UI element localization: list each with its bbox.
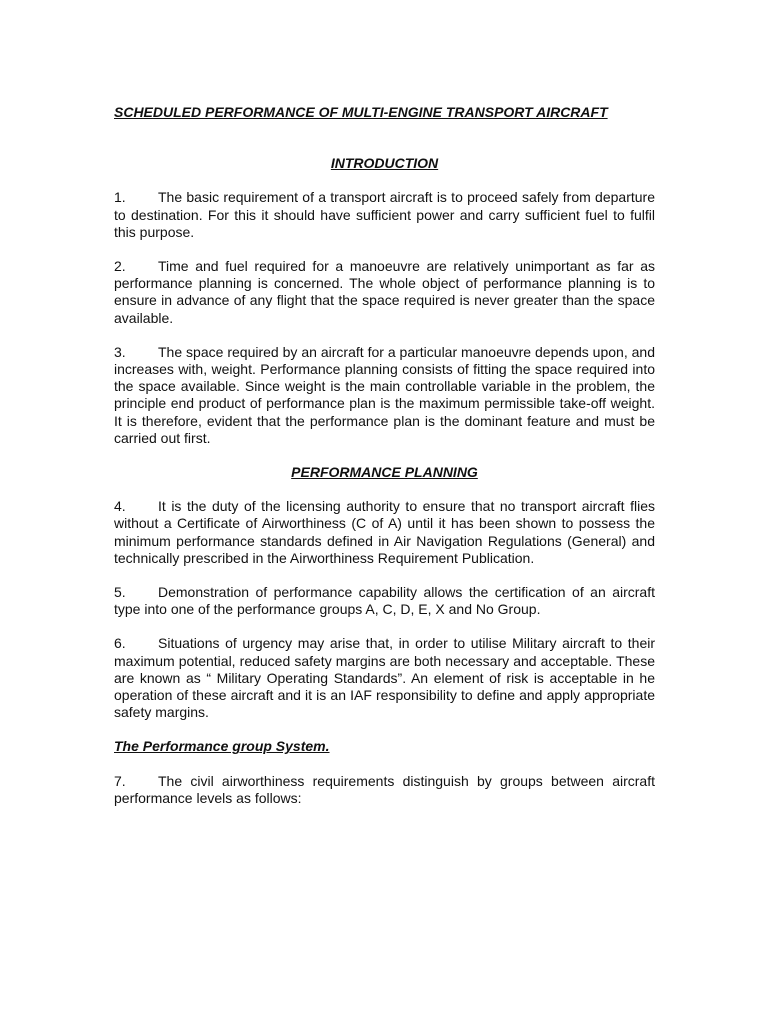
paragraph-1 <box>114 189 655 241</box>
paragraph-number: 7. <box>114 772 126 789</box>
paragraph-number: 6. <box>114 635 126 652</box>
heading-introduction: INTRODUCTION <box>330 155 439 172</box>
document-title: SCHEDULED PERFORMANCE OF MULTI-ENGINE TRANSPORT AIRCRAFT <box>114 104 608 120</box>
paragraph-text: Demonstration of performance capability allows the certification of an aircraft type into one of the performance groups A, C, D, E, X and No Group. <box>114 584 655 618</box>
heading-performance-group-system: The Performance group System. <box>114 738 330 755</box>
paragraph-5 <box>114 584 655 618</box>
paragraph-number: 4. <box>114 498 126 515</box>
paragraph-number: 5. <box>114 584 126 601</box>
paragraph-2 <box>114 258 655 327</box>
paragraph-text: Time and fuel required for a manoeuvre are relatively unimportant as far as performance planning is concerned. The whole object of performance planning is to ensure in advance of any flight that the space required is never greater than the space available. <box>114 258 655 326</box>
paragraph-text: The civil airworthiness requirements distinguish by groups between aircraft performance levels as follows: <box>114 772 655 806</box>
paragraph-number: 3. <box>114 343 126 360</box>
paragraph-7 <box>114 773 655 807</box>
paragraph-6 <box>114 635 655 721</box>
paragraph-text: It is the duty of the licensing authority to ensure that no transport aircraft flies without a Certificate of Airworthiness (C of A) until it has been shown to possess the minimum performance standards defined in Air Navigation Regulations (General) and technically prescribed in the Airworthiness Requirement Publication. <box>114 498 655 566</box>
paragraph-text: The basic requirement of a transport aircraft is to proceed safely from departure to destination. For this it should have sufficient power and carry sufficient fuel to fulfil this purpose. <box>114 189 655 240</box>
paragraph-text: Situations of urgency may arise that, in order to utilise Military aircraft to their maximum potential, reduced safety margins are both necessary and acceptable. These are known as “ Military Operating Standards”. An element of risk is acceptable in he operation of these aircraft and it is an IAF responsibility to define and apply appropriate safety margins. <box>114 635 655 721</box>
paragraph-number: 1. <box>114 189 126 206</box>
heading-performance-planning: PERFORMANCE PLANNING <box>291 464 478 481</box>
document-page <box>114 104 655 824</box>
paragraph-number: 2. <box>114 258 126 275</box>
paragraph-text: The space required by an aircraft for a particular manoeuvre depends upon, and increases with, weight. Performance planning consists of fitting the space required into the space available. Since weight is the main controllable variable in the problem, the principle end product of performance plan is the maximum permissible take-off weight. It is therefore, evident that the performance plan is the dominant feature and must be carried out first. <box>114 343 655 446</box>
paragraph-4 <box>114 498 655 567</box>
paragraph-3 <box>114 344 655 447</box>
